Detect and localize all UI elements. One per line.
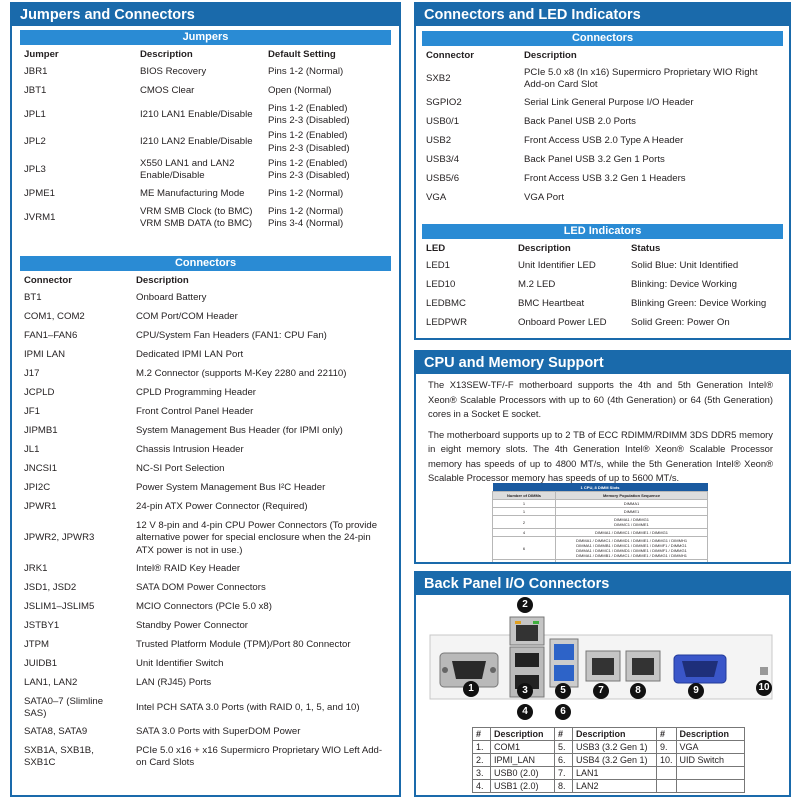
- dimm-table-title: 1 CPU, 8 DIMM Slots: [493, 483, 708, 492]
- table-cell: JBT1: [24, 85, 47, 97]
- table-cell: 1: [493, 508, 556, 516]
- table-cell: DIMMA1 / DIMMC1 / DIMME1 / DIMMG1: [556, 529, 708, 537]
- table-cell: DIMME1: [556, 508, 708, 516]
- table-row: [422, 314, 783, 333]
- table-row: [20, 327, 391, 346]
- table-cell: USB1 (2.0): [491, 780, 555, 793]
- table-row: [20, 636, 391, 655]
- column-header: Jumper: [20, 45, 136, 63]
- table-cell: USB0/1: [426, 116, 460, 128]
- table-row: [422, 132, 783, 151]
- table-row: [422, 64, 783, 94]
- table-cell: Pins 1-2 (Enabled) Pins 2-3 (Disabled): [268, 102, 350, 126]
- table-row: [493, 516, 708, 529]
- led-table: [422, 239, 783, 333]
- panel-title: CPU and Memory Support: [416, 352, 789, 374]
- table-row: [493, 500, 708, 508]
- table-cell: BIOS Recovery: [140, 66, 207, 78]
- table-cell: DIMMA1 / DIMMB1 / DIMMC1 / DIMMD1 / DIMME1 / DIMMF1 / DIMMG1 / DIMMH1: [556, 560, 708, 565]
- table-cell: Solid Blue: Unit Identified: [631, 260, 739, 272]
- table-cell: USB0 (2.0): [491, 767, 555, 780]
- cpu-paragraph: The X13SEW-TF/-F motherboard supports the 4th and 5th Generation Intel® Xeon® Scalable Processors with up to 60 (4th Generation) or 64 (5th Generation) cores in a Socket E socket.: [428, 379, 773, 419]
- table-cell: JBR1: [24, 66, 48, 78]
- table-cell: Front Control Panel Header: [136, 406, 254, 418]
- table-cell: Unit Identifier LED: [518, 260, 596, 272]
- table-cell: DIMMA1 / DIMMC1 / DIMMD1 / DIMME1 / DIMMG1 / DIMMH1 DIMMA1 / DIMMB1 / DIMMC1 / DIMME1 / DIMMF1 / DIMMG1 DIMMA1 / DIMMC1 / DIMMD1 / DIMME1 / DIMMF1 / DIMMG1 DIMMA1 / DIMMB1 / DIMMC1 / DIMME1 / DIMMG1 / DIMMH1: [556, 537, 708, 560]
- connectors-table-wrap: [20, 256, 391, 772]
- table-cell: 4: [493, 529, 556, 537]
- table-cell: BMC Heartbeat: [518, 298, 585, 310]
- table-row: [20, 204, 391, 232]
- table-cell: MCIO Connectors (PCIe 5.0 x8): [136, 601, 272, 613]
- callout-8: 8: [630, 683, 646, 699]
- table-row: [20, 403, 391, 422]
- table-cell: COM1: [491, 741, 555, 754]
- table-cell: Standby Power Connector: [136, 620, 248, 632]
- table-cell: USB3/4: [426, 154, 460, 166]
- column-header: Description: [514, 239, 627, 257]
- table-cell: VGA Port: [524, 192, 564, 204]
- table-row: [422, 170, 783, 189]
- table-row: [422, 189, 783, 208]
- column-header: Description: [491, 728, 555, 741]
- table-cell: LAN1: [573, 767, 657, 780]
- column-header: Description: [573, 728, 657, 741]
- table-cell: LAN (RJ45) Ports: [136, 677, 212, 689]
- callout-2: 2: [517, 597, 533, 613]
- cpu-memory-panel: [414, 350, 791, 564]
- ipmi-lan-port: [510, 617, 544, 645]
- memory-paragraph: The motherboard supports up to 2 TB of ECC RDIMM/RDIMM 3DS DDR5 memory in eight memory slots. The 4th Generation Intel® Xeon® Scalable Processor memory has speeds of up to 4800 MT/s, while the 5th Generation Intel® Xeon® Scalable Processor memory has speeds of up to 5600 MT/s.: [428, 428, 773, 483]
- table-cell: ME Manufacturing Mode: [140, 187, 245, 199]
- table-row: [422, 94, 783, 113]
- table-cell: Unit Identifier Switch: [136, 658, 224, 670]
- table-cell: SATA 3.0 Ports with SuperDOM Power: [136, 726, 301, 738]
- table-row: [20, 598, 391, 617]
- table-cell: [676, 780, 744, 793]
- table-cell: SGPIO2: [426, 97, 462, 109]
- table-cell: JPL2: [24, 136, 46, 148]
- table-cell: JL1: [24, 444, 40, 456]
- table-row: [20, 156, 391, 184]
- jumpers-table-wrap: [20, 30, 391, 232]
- table-cell: USB5/6: [426, 173, 460, 185]
- callout-3: 3: [517, 683, 533, 699]
- callout-9: 9: [688, 683, 704, 699]
- table-cell: 9.: [657, 741, 677, 754]
- table-row: [422, 151, 783, 170]
- table-cell: SXB2: [426, 72, 451, 84]
- table-cell: Solid Green: Power On: [631, 317, 730, 329]
- table-cell: SATA DOM Power Connectors: [136, 582, 266, 594]
- table-cell: Front Access USB 3.2 Gen 1 Headers: [524, 173, 686, 185]
- table-row: [20, 346, 391, 365]
- io-shield-illustration: [416, 597, 789, 717]
- lan1-port: [586, 651, 620, 681]
- table-cell: VRM SMB Clock (to BMC) VRM SMB DATA (to BMC): [140, 205, 253, 229]
- table-cell: Dedicated IPMI LAN Port: [136, 349, 244, 361]
- table-cell: J17: [24, 368, 40, 380]
- table-cell: SATA0–7 (Slimline SAS): [24, 695, 104, 719]
- table-cell: JSLIM1–JSLIM5: [24, 601, 95, 613]
- led-table-wrap: [422, 224, 783, 333]
- column-header: Description: [132, 271, 391, 289]
- table-row: [20, 693, 391, 723]
- table-cell: Chassis Intrusion Header: [136, 444, 244, 456]
- table-row: [20, 674, 391, 693]
- table-cell: DIMMA1 / DIMMG1 DIMMC1 / DIMME1: [556, 516, 708, 529]
- table-cell: USB3 (3.2 Gen 1): [573, 741, 657, 754]
- table-row: [20, 460, 391, 479]
- table-row: [20, 579, 391, 598]
- table-cell: JCPLD: [24, 387, 55, 399]
- led-subheader: LED Indicators: [422, 224, 783, 239]
- jumpers-subheader: Jumpers: [20, 30, 391, 45]
- table-cell: 1: [493, 500, 556, 508]
- io-legend-table: [472, 727, 745, 793]
- table-cell: 8.: [555, 780, 573, 793]
- table-row: [20, 560, 391, 579]
- table-cell: 8: [493, 560, 556, 565]
- table-cell: JSD1, JSD2: [24, 582, 77, 594]
- table-cell: JIPMB1: [24, 425, 58, 437]
- table-row: [493, 560, 708, 565]
- table-cell: SATA8, SATA9: [24, 726, 88, 738]
- table-row: [20, 498, 391, 517]
- usb3-usb4-ports: [550, 639, 578, 687]
- table-cell: USB2: [426, 135, 452, 147]
- table-cell: BT1: [24, 292, 42, 304]
- table-cell: 1.: [473, 741, 491, 754]
- table-cell: JPWR2, JPWR3: [24, 532, 95, 544]
- table-cell: JVRM1: [24, 211, 56, 223]
- table-cell: JNCSI1: [24, 463, 58, 475]
- table-cell: 4.: [473, 780, 491, 793]
- table-cell: 7.: [555, 767, 573, 780]
- table-row: [20, 289, 391, 308]
- table-cell: Back Panel USB 3.2 Gen 1 Ports: [524, 154, 665, 166]
- table-cell: LAN1, LAN2: [24, 677, 78, 689]
- table-cell: Pins 1-2 (Normal) Pins 3-4 (Normal): [268, 205, 344, 229]
- table-row: [473, 767, 745, 780]
- column-header: Default Setting: [264, 45, 391, 63]
- right-connectors-table: [422, 46, 783, 208]
- table-cell: COM1, COM2: [24, 311, 85, 323]
- uid-switch: [760, 667, 768, 675]
- table-row: [20, 479, 391, 498]
- table-row: [20, 422, 391, 441]
- table-cell: LEDPWR: [426, 317, 468, 329]
- table-row: [20, 308, 391, 327]
- connectors-table: [20, 271, 391, 772]
- table-cell: Back Panel USB 2.0 Ports: [524, 116, 636, 128]
- table-cell: IPMI_LAN: [491, 754, 555, 767]
- table-cell: LED1: [426, 260, 450, 272]
- table-row: [20, 82, 391, 101]
- table-row: [20, 742, 391, 772]
- table-cell: Blinking Green: Device Working: [631, 298, 767, 310]
- table-row: [20, 384, 391, 403]
- table-cell: M.2 Connector (supports M-Key 2280 and 22110): [136, 368, 347, 380]
- table-row: [20, 655, 391, 674]
- table-cell: Blinking: Device Working: [631, 279, 737, 291]
- column-header: LED: [422, 239, 514, 257]
- table-row: [473, 741, 745, 754]
- table-row: [20, 441, 391, 460]
- table-cell: Serial Link General Purpose I/O Header: [524, 97, 694, 109]
- column-header: #: [657, 728, 677, 741]
- column-header: Status: [627, 239, 783, 257]
- table-cell: USB4 (3.2 Gen 1): [573, 754, 657, 767]
- table-cell: 3.: [473, 767, 491, 780]
- table-cell: 2: [493, 516, 556, 529]
- table-cell: JPL3: [24, 163, 46, 175]
- table-row: [20, 184, 391, 204]
- table-row: [20, 517, 391, 560]
- table-cell: CPU/System Fan Headers (FAN1: CPU Fan): [136, 330, 327, 342]
- callout-7: 7: [593, 683, 609, 699]
- table-cell: [657, 780, 677, 793]
- dimm-population-table: [492, 483, 708, 564]
- panel-title: Connectors and LED Indicators: [416, 4, 789, 26]
- connectors-led-panel: [414, 2, 791, 340]
- table-row: [20, 101, 391, 129]
- table-cell: JF1: [24, 406, 40, 418]
- cpu-text: [428, 378, 773, 486]
- table-row: [422, 257, 783, 276]
- column-header: Memory Population Sequence: [556, 492, 708, 500]
- table-cell: 12 V 8-pin and 4-pin CPU Power Connectors (To provide alternative power for special enclosure when the 24-pin ATX power is not in use.): [136, 519, 378, 556]
- table-row: [493, 529, 708, 537]
- column-header: Connector: [20, 271, 132, 289]
- table-cell: Onboard Battery: [136, 292, 207, 304]
- dimm-table-wrap: [492, 483, 708, 564]
- table-cell: JPWR1: [24, 501, 57, 513]
- back-panel-io-panel: [414, 571, 791, 797]
- table-row: [473, 754, 745, 767]
- jumpers-table: [20, 45, 391, 232]
- io-legend-wrap: [472, 727, 745, 793]
- table-cell: System Management Bus Header (for IPMI only): [136, 425, 343, 437]
- table-cell: 6: [493, 537, 556, 560]
- table-cell: 10.: [657, 754, 677, 767]
- table-cell: PCIe 5.0 x16 + x16 Supermicro Proprietary WIO Left Add-on Card Slots: [136, 744, 383, 768]
- table-cell: JPL1: [24, 108, 46, 120]
- table-row: [20, 617, 391, 636]
- table-cell: IPMI LAN: [24, 349, 66, 361]
- table-cell: CMOS Clear: [140, 85, 195, 97]
- table-cell: Intel PCH SATA 3.0 Ports (with RAID 0, 1, 5, and 10): [136, 701, 360, 713]
- table-cell: I210 LAN1 Enable/Disable: [140, 108, 253, 120]
- table-row: [20, 365, 391, 384]
- table-cell: LED10: [426, 279, 456, 291]
- column-header: #: [473, 728, 491, 741]
- table-cell: VGA: [676, 741, 744, 754]
- table-cell: 6.: [555, 754, 573, 767]
- table-cell: SXB1A, SXB1B, SXB1C: [24, 744, 94, 768]
- table-row: [422, 276, 783, 295]
- table-cell: Pins 1-2 (Enabled) Pins 2-3 (Disabled): [268, 157, 350, 181]
- column-header: Connector: [422, 46, 520, 64]
- callout-1: 1: [463, 681, 479, 697]
- table-cell: 2.: [473, 754, 491, 767]
- table-cell: UID Switch: [676, 754, 744, 767]
- panel-title: Jumpers and Connectors: [12, 4, 399, 26]
- table-row: [493, 508, 708, 516]
- table-cell: COM Port/COM Header: [136, 311, 238, 323]
- column-header: Description: [136, 45, 264, 63]
- table-row: [20, 63, 391, 82]
- table-row: [422, 113, 783, 132]
- table-cell: FAN1–FAN6: [24, 330, 78, 342]
- table-cell: Pins 1-2 (Normal): [268, 187, 344, 199]
- table-cell: JUIDB1: [24, 658, 58, 670]
- table-cell: Front Access USB 2.0 Type A Header: [524, 135, 684, 147]
- table-cell: CPLD Programming Header: [136, 387, 256, 399]
- column-header: Description: [520, 46, 783, 64]
- table-cell: LAN2: [573, 780, 657, 793]
- table-cell: Pins 1-2 (Enabled) Pins 2-3 (Disabled): [268, 130, 350, 154]
- table-row: [20, 723, 391, 742]
- table-row: [422, 295, 783, 314]
- table-cell: JPI2C: [24, 482, 51, 494]
- column-header: Number of DIMMs: [493, 492, 556, 500]
- table-cell: DIMMA1: [556, 500, 708, 508]
- table-cell: 24-pin ATX Power Connector (Required): [136, 501, 308, 513]
- table-row: [473, 780, 745, 793]
- table-cell: Intel® RAID Key Header: [136, 563, 241, 575]
- table-cell: JTPM: [24, 639, 50, 651]
- table-cell: Trusted Platform Module (TPM)/Port 80 Connector: [136, 639, 351, 651]
- table-cell: Open (Normal): [268, 85, 332, 97]
- connectors-subheader: Connectors: [422, 31, 783, 46]
- column-header: Description: [676, 728, 744, 741]
- table-cell: NC-SI Port Selection: [136, 463, 225, 475]
- table-cell: JPME1: [24, 187, 55, 199]
- callout-5: 5: [555, 683, 571, 699]
- panel-title: Back Panel I/O Connectors: [416, 573, 789, 595]
- column-header: #: [555, 728, 573, 741]
- jumpers-connectors-panel: [10, 2, 401, 797]
- table-cell: 5.: [555, 741, 573, 754]
- table-cell: LEDBMC: [426, 298, 466, 310]
- table-row: [493, 537, 708, 560]
- table-cell: Onboard Power LED: [518, 317, 607, 329]
- table-cell: M.2 LED: [518, 279, 556, 291]
- table-cell: X550 LAN1 and LAN2 Enable/Disable: [140, 157, 235, 181]
- callout-10: 10: [756, 680, 772, 696]
- lan2-port: [626, 651, 660, 681]
- table-cell: PCIe 5.0 x8 (In x16) Supermicro Proprietary WIO Right Add-on Card Slot: [524, 66, 758, 90]
- table-cell: [676, 767, 744, 780]
- table-cell: JSTBY1: [24, 620, 60, 632]
- right-connectors-wrap: [422, 31, 783, 208]
- callout-6: 6: [555, 704, 571, 720]
- table-cell: [657, 767, 677, 780]
- table-cell: VGA: [426, 192, 447, 204]
- table-cell: Power System Management Bus I²C Header: [136, 482, 326, 494]
- vga-port: [674, 655, 726, 683]
- table-cell: I210 LAN2 Enable/Disable: [140, 136, 253, 148]
- callout-4: 4: [517, 704, 533, 720]
- table-row: [20, 129, 391, 156]
- connectors-subheader: Connectors: [20, 256, 391, 271]
- table-cell: JRK1: [24, 563, 48, 575]
- table-cell: Pins 1-2 (Normal): [268, 66, 344, 78]
